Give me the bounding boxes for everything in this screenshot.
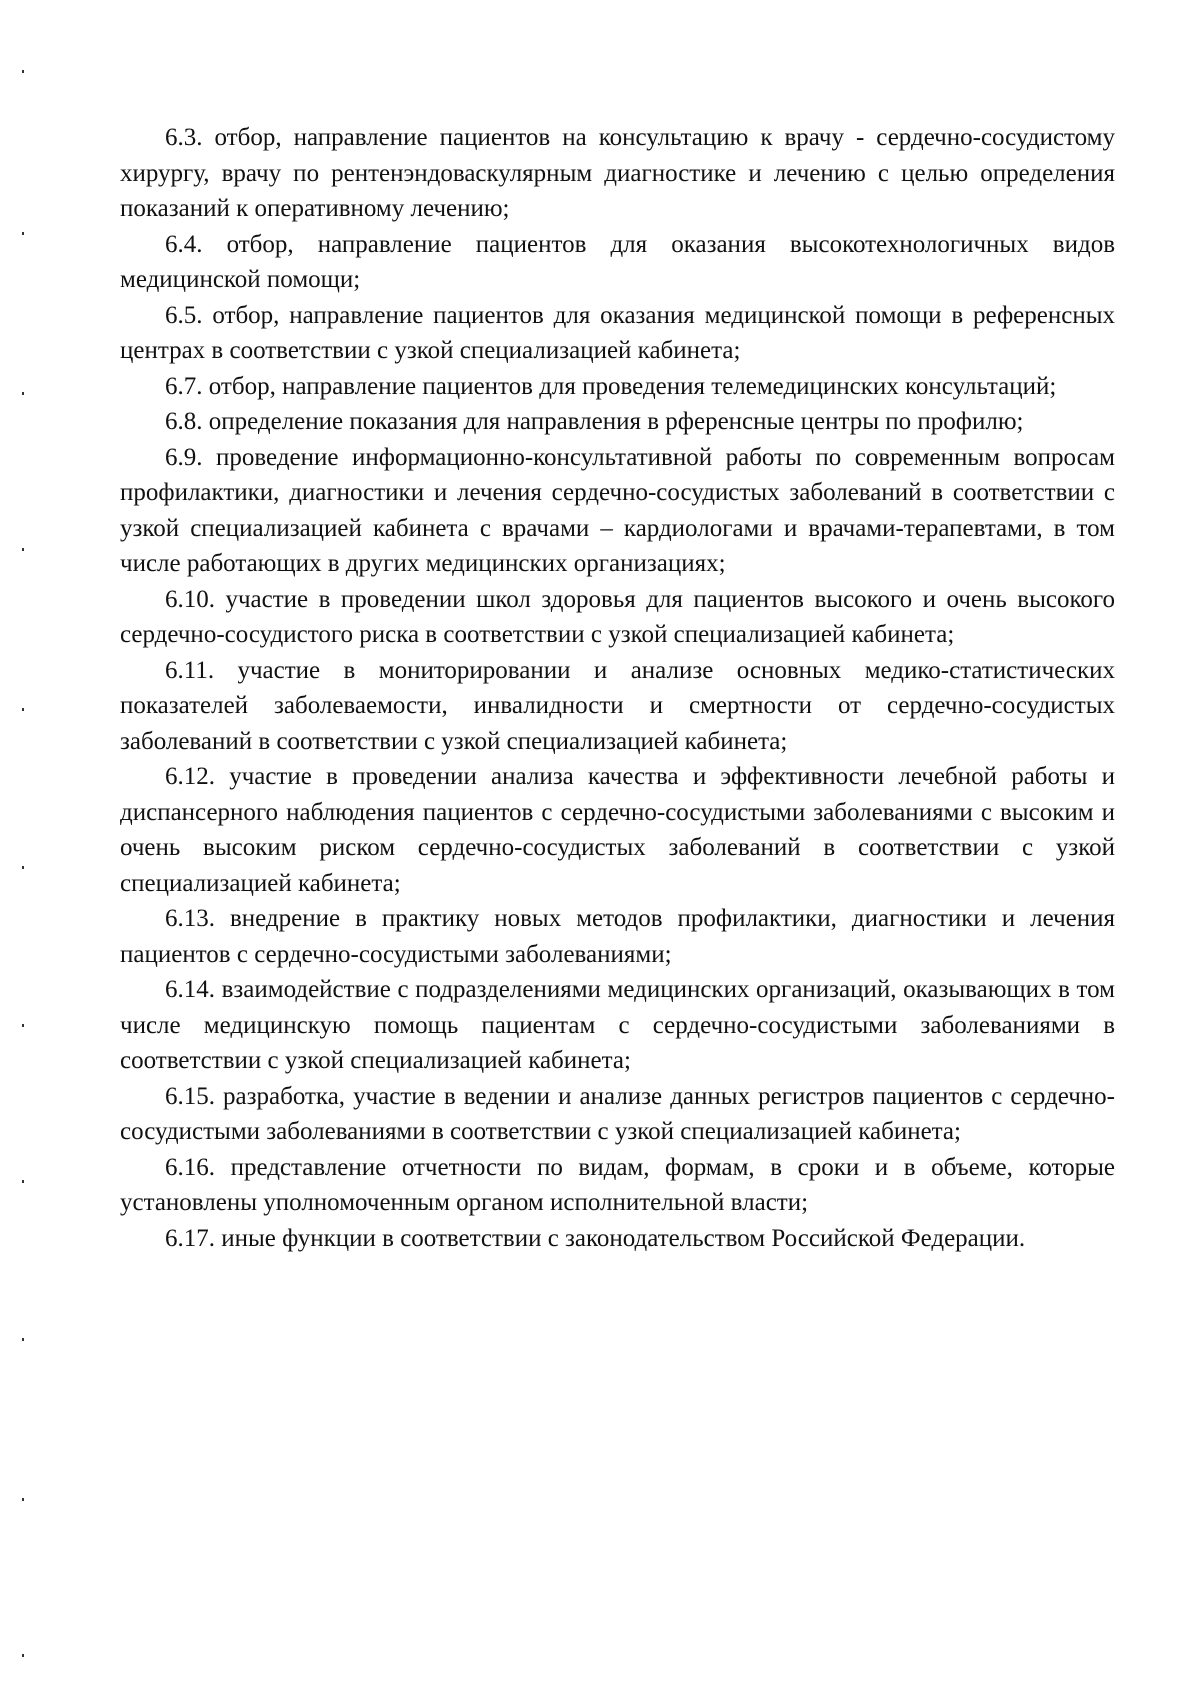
paragraph-6-3: 6.3. отбор, направление пациентов на консультацию к врачу - сердечно-сосудистому хирургу, врачу по рентенэндоваскулярным диагностике и лечению с целью определения показаний к оперативному лечению; — [120, 124, 1115, 222]
scan-speck — [22, 1338, 24, 1341]
paragraph-6-5: 6.5. отбор, направление пациентов для оказания медицинской помощи в референсных центрах в соответствии с узкой специализацией кабинета; — [120, 301, 1115, 364]
paragraph-6-10: 6.10. участие в проведении школ здоровья для пациентов высокого и очень высокого сердечно-сосудистого риска в соответствии с узкой специализацией кабинета; — [120, 585, 1115, 648]
paragraph-6-7: 6.7. отбор, направление пациентов для проведения телемедицинских консультаций; — [165, 372, 1057, 400]
paragraph-6-4: 6.4. отбор, направление пациентов для оказания высокотехнологичных видов медицинской помощи; — [120, 230, 1115, 293]
paragraph-6-12: 6.12. участие в проведении анализа качества и эффективности лечебной работы и диспансерного наблюдения пациентов с сердечно-сосудистыми заболеваниями с высоким и очень высоким риском сердечно-сосудистых заболеваний в соответствии с узкой специализацией кабинета; — [120, 763, 1115, 897]
scan-speck — [22, 1498, 24, 1501]
paragraph-6-15: 6.15. разработка, участие в ведении и анализе данных регистров пациентов с сердечно-сосудистыми заболеваниями в соответствии с узкой специализацией кабинета; — [120, 1082, 1115, 1145]
paragraph-6-16: 6.16. представление отчетности по видам, формам, в сроки и в объеме, которые установлены уполномоченным органом исполнительной власти; — [120, 1153, 1115, 1216]
scan-margin-marks — [0, 0, 60, 1698]
scan-speck — [22, 232, 24, 235]
paragraph-6-9: 6.9. проведение информационно-консультативной работы по современным вопросам профилактики, диагностики и лечения сердечно-сосудистых заболеваний в соответствии с узкой специализацией кабинета с врачами – кардиологами и врачами-терапевтами, в том числе работающих в других медицинских организациях; — [120, 443, 1115, 577]
paragraph-6-11: 6.11. участие в мониторировании и анализе основных медико-статистических показателей заболеваемости, инвалидности и смертности от сердечно-сосудистых заболеваний в соответствии с узкой специализацией кабинета; — [120, 656, 1115, 755]
paragraph-6-14: 6.14. взаимодействие с подразделениями медицинских организаций, оказывающих в том числе медицинскую помощь пациентам с сердечно-сосудистыми заболеваниями в соответствии с узкой специализацией кабинета; — [120, 976, 1115, 1074]
scan-speck — [22, 708, 24, 711]
scan-speck — [22, 1180, 24, 1183]
scan-speck — [22, 392, 24, 395]
scan-speck — [22, 866, 24, 869]
scan-speck — [22, 1024, 24, 1027]
document-body — [120, 120, 1115, 1256]
paragraph-6-8: 6.8. определение показания для направления в рференсные центры по профилю; — [165, 408, 1024, 435]
scan-speck — [22, 70, 24, 73]
scan-speck — [22, 548, 24, 551]
paragraph-6-13: 6.13. внедрение в практику новых методов профилактики, диагностики и лечения пациентов с сердечно-сосудистыми заболеваниями; — [120, 905, 1115, 968]
paragraph-6-17: 6.17. иные функции в соответствии с законодательством Российской Федерации. — [165, 1224, 1026, 1252]
scan-speck — [22, 1654, 24, 1657]
